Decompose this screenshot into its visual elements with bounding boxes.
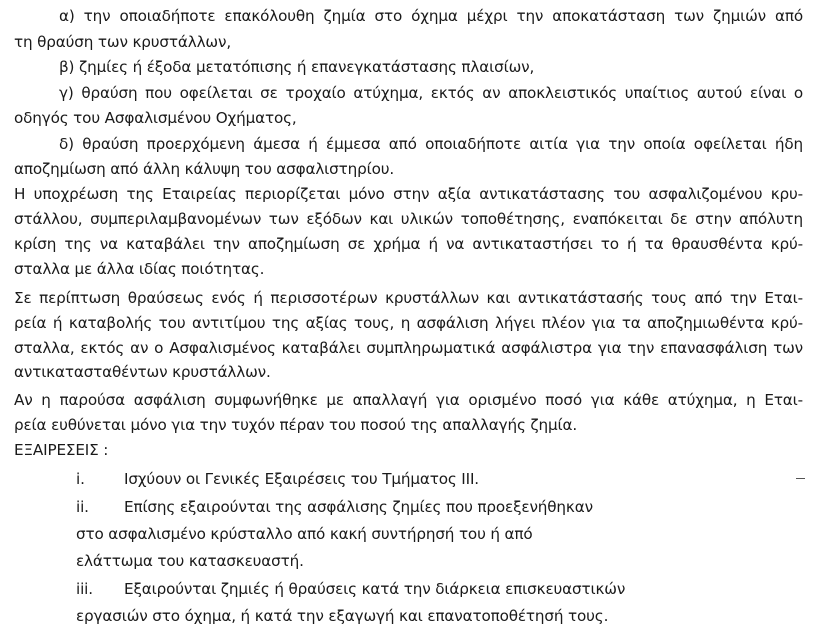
exclusion-iii — [76, 578, 625, 600]
item-a-line-1: α) την οποιαδήποτε επακόλουθη ζημία στο όχημα μέχρι την αποκατάσταση των ζημιών από — [59, 7, 803, 25]
exclusion-i-line-1: Ισχύουν οι Γενικές Εξαιρέσεις του Τμήματος ΙΙΙ. — [124, 470, 479, 488]
para-2-line-1: Σε περίπτωση θραύσεως ενός ή περισσοτέρων κρυστάλλων και αντικατάστασής τους από την Εται- — [14, 289, 803, 307]
exclusion-iii-numeral: iii. — [76, 580, 93, 598]
para-2-line-3: σταλλα, εκτός αν ο Ασφαλισμένος καταβάλει συμπληρωματικά ασφάλιστρα για την επανασφάλιση των — [14, 339, 803, 357]
para-2-line-4: αντικατασταθέντων κρυστάλλων. — [14, 363, 271, 381]
para-1-line-3: κρίση της να καταβάλει την αποζημίωση σε χρήμα ή να αντικαταστήσει το ή τα θραυσθέντα κρύ- — [14, 235, 803, 253]
item-a-line-2: τη θραύση των κρυστάλλων, — [14, 33, 231, 51]
exclusion-ii-line-3: ελάττωμα του κατασκευαστή. — [76, 552, 304, 570]
para-1-line-4: σταλλα με άλλα ιδίας ποιότητας. — [14, 260, 265, 278]
item-d-line-1: δ) θραύση προερχόμενη άμεσα ή έμμεσα από οποιαδήποτε αιτία για την οποία οφείλεται ήδη — [59, 135, 803, 153]
margin-mark — [796, 478, 805, 479]
exclusion-iii-line-2: εργασιών στο όχημα, ή κατά την εξαγωγή και επανατοποθέτησή τους. — [76, 607, 609, 625]
exclusion-ii-numeral: ii. — [76, 498, 89, 516]
para-3-line-2: ρεία ευθύνεται μόνο για την τυχόν πέραν του ποσού της απαλλαγής ζημία. — [14, 416, 578, 434]
exclusion-i — [76, 468, 479, 490]
para-1-line-1: Η υποχρέωση της Εταιρείας περιορίζεται μόνο στην αξία αντικατάστασης του ασφαλιζομένου κρυ- — [14, 185, 803, 203]
exclusion-iii-line-1: Εξαιρούνται ζημιές ή θραύσεις κατά την διάρκεια επισκευαστικών — [124, 580, 626, 598]
item-c-line-2: οδηγός του Ασφαλισμένου Οχήματος, — [14, 109, 297, 127]
exclusion-ii-line-2: στο ασφαλισμένο κρύσταλλο από κακή συντήρησή του ή από — [76, 525, 533, 543]
para-1-line-2: στάλλου, συμπεριλαμβανομένων των εξόδων και υλικών τοποθέτησης, εναπόκειται δε στην απόλυτη — [14, 210, 803, 228]
item-d-line-2: αποζημίωση από άλλη κάλυψη του ασφαλιστηρίου. — [14, 160, 395, 178]
para-2-line-2: ρεία ή καταβολής του αντιτίμου της αξίας τους, η ασφάλιση λήγει πλέον για τα αποζημιωθέντα κρύ- — [14, 314, 803, 332]
item-c-line-1: γ) θραύση που οφείλεται σε τροχαίο ατύχημα, εκτός αν αποκλειστικός υπαίτιος αυτού είναι ο — [59, 84, 803, 102]
exclusion-ii-line-1: Επίσης εξαιρούνται της ασφάλισης ζημίες που προεξενήθηκαν — [124, 498, 593, 516]
item-b-line-1: β) ζημίες ή έξοδα μετατόπισης ή επανεγκατάστασης πλαισίων, — [59, 58, 535, 76]
exclusion-i-numeral: i. — [76, 470, 85, 488]
exclusion-ii — [76, 496, 593, 518]
para-3-line-1: Αν η παρούσα ασφάλιση συμφωνήθηκε με απαλλαγή για ορισμένο ποσό για κάθε ατύχημα, η Εται- — [14, 391, 803, 409]
exclusions-heading: ΕΞΑΙΡΕΣΕΙΣ : — [14, 441, 109, 459]
